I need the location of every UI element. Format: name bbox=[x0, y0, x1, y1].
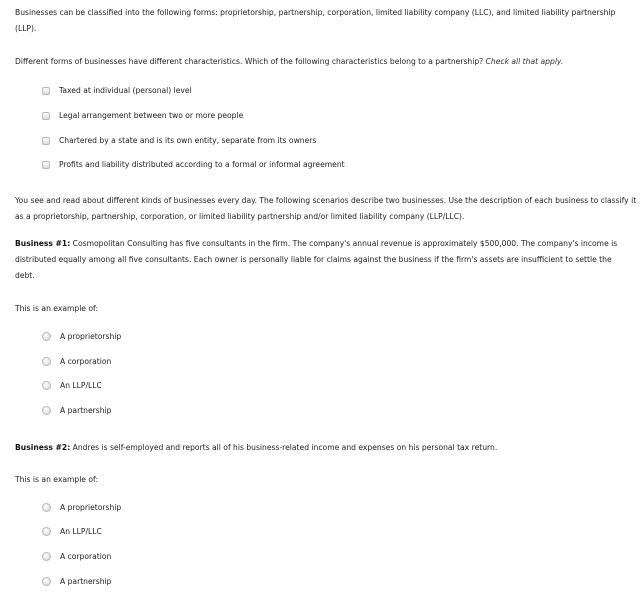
radio-button[interactable] bbox=[42, 381, 51, 390]
question-1-prompt bbox=[15, 54, 563, 70]
business-2-text: Andres is self-employed and reports all of his business-related income and expenses on his personal tax return. bbox=[72, 443, 498, 452]
business-2-radio-option-2[interactable] bbox=[42, 527, 102, 536]
business-2-radio-option-1[interactable] bbox=[42, 503, 121, 512]
business-2-example-prompt: This is an example of: bbox=[15, 475, 98, 484]
checkbox-option-4[interactable] bbox=[42, 160, 345, 169]
business-2-radio-option-3[interactable] bbox=[42, 552, 111, 561]
radio-button[interactable] bbox=[42, 332, 51, 341]
checkbox[interactable] bbox=[42, 112, 50, 120]
business-1-radio-option-2[interactable] bbox=[42, 357, 111, 366]
business-1-radio-option-4[interactable] bbox=[42, 406, 112, 415]
radio-label: An LLP/LLC bbox=[60, 381, 102, 390]
radio-button[interactable] bbox=[42, 406, 51, 415]
checkbox-label: Profits and liability distributed according to a formal or informal agreement bbox=[59, 160, 345, 169]
radio-label: A corporation bbox=[60, 552, 112, 561]
radio-label: A proprietorship bbox=[60, 503, 122, 512]
business-2-label: Business #2: bbox=[15, 443, 71, 452]
checkbox-label: Chartered by a state and is its own entity, separate from its owners bbox=[59, 136, 317, 145]
checkbox-option-2[interactable] bbox=[42, 111, 243, 120]
business-2-description bbox=[15, 440, 627, 456]
business-1-description bbox=[15, 236, 627, 284]
business-1-example-prompt: This is an example of: bbox=[15, 304, 98, 313]
checkbox[interactable] bbox=[42, 137, 50, 145]
radio-button[interactable] bbox=[42, 503, 51, 512]
radio-button[interactable] bbox=[42, 577, 51, 586]
checkbox-option-1[interactable] bbox=[42, 86, 192, 95]
checkbox-label: Legal arrangement between two or more people bbox=[59, 111, 244, 120]
radio-label: A proprietorship bbox=[60, 332, 122, 341]
checkbox[interactable] bbox=[42, 161, 50, 169]
checkbox-option-3[interactable] bbox=[42, 136, 316, 145]
radio-label: A partnership bbox=[60, 406, 112, 415]
business-2-radio-option-4[interactable] bbox=[42, 577, 112, 586]
business-1-radio-option-1[interactable] bbox=[42, 332, 121, 341]
intro-text: Businesses can be classified into the following forms: proprietorship, partnership, corporation, limited liability company (LLC), and limited liability partnership (LLP). bbox=[15, 8, 616, 33]
scenario-intro-text: You see and read about different kinds of businesses every day. The following scenarios describe two businesses. Use the description of each business to classify it as a proprietorship, partnership, corporation, or limited liability partnership and/or limited liability company (LLP/LLC). bbox=[15, 196, 637, 221]
business-1-text: Cosmopolitan Consulting has five consultants in the firm. The company's annual revenue is approximately $500,000. The company's income is distributed equally among all five consultants. Each owner is personally liable for claims against the business if the firm's assets are insufficient to settle the debt. bbox=[15, 239, 618, 280]
radio-button[interactable] bbox=[42, 357, 51, 366]
radio-button[interactable] bbox=[42, 527, 51, 536]
business-1-radio-option-3[interactable] bbox=[42, 381, 102, 390]
checkbox-label: Taxed at individual (personal) level bbox=[59, 86, 192, 95]
radio-label: A partnership bbox=[60, 577, 112, 586]
radio-label: An LLP/LLC bbox=[60, 527, 102, 536]
checkbox[interactable] bbox=[42, 87, 50, 95]
question-1-instruction: Check all that apply. bbox=[485, 57, 564, 66]
business-1-label: Business #1: bbox=[15, 239, 71, 248]
radio-button[interactable] bbox=[42, 552, 51, 561]
radio-label: A corporation bbox=[60, 357, 112, 366]
question-1-text: Different forms of businesses have different characteristics. Which of the following characteristics belong to a partnership? bbox=[15, 57, 484, 66]
